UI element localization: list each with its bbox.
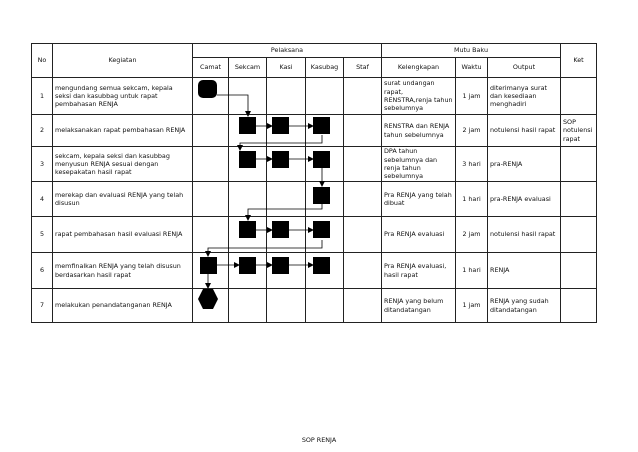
cell-camat	[193, 253, 229, 289]
header-kasi: Kasi	[267, 58, 306, 78]
cell-sekcam	[229, 182, 267, 217]
row-waktu: 2 jam	[456, 217, 488, 253]
header-waktu: Waktu	[456, 58, 488, 78]
cell-sekcam	[229, 147, 267, 182]
row-kelengkapan: DPA tahun sebelumnya dan renja tahun sebelumnya	[382, 147, 456, 182]
cell-kasubag	[306, 115, 344, 147]
row-no: 4	[32, 182, 53, 217]
row-waktu: 2 jam	[456, 115, 488, 147]
header-kasubag: Kasubag	[306, 58, 344, 78]
header-camat: Camat	[193, 58, 229, 78]
header-pelaksana: Pelaksana	[193, 44, 382, 58]
row-output: notulensi hasil rapat	[488, 217, 561, 253]
cell-camat	[193, 182, 229, 217]
table-row	[32, 78, 597, 115]
cell-staf	[344, 182, 382, 217]
row-waktu: 1 hari	[456, 253, 488, 289]
header-output: Output	[488, 58, 561, 78]
cell-kasi	[267, 182, 306, 217]
cell-camat	[193, 115, 229, 147]
cell-camat	[193, 289, 229, 323]
table-row	[32, 253, 597, 289]
cell-camat	[193, 217, 229, 253]
header-kegiatan: Kegiatan	[53, 44, 193, 78]
table-row	[32, 217, 597, 253]
row-ket	[561, 182, 597, 217]
row-kegiatan: melakukan penandatanganan RENJA	[53, 289, 193, 323]
row-kelengkapan: RENJA yang belum ditandatangan	[382, 289, 456, 323]
cell-kasubag	[306, 78, 344, 115]
row-ket	[561, 289, 597, 323]
row-waktu: 1 jam	[456, 78, 488, 115]
cell-kasi	[267, 289, 306, 323]
cell-kasubag	[306, 253, 344, 289]
cell-sekcam	[229, 217, 267, 253]
row-ket	[561, 253, 597, 289]
row-waktu: 1 hari	[456, 182, 488, 217]
cell-staf	[344, 115, 382, 147]
row-no: 7	[32, 289, 53, 323]
cell-kasubag	[306, 217, 344, 253]
cell-staf	[344, 253, 382, 289]
row-no: 6	[32, 253, 53, 289]
table-row	[32, 182, 597, 217]
row-no: 5	[32, 217, 53, 253]
row-kegiatan: mengundang semua sekcam, kepala seksi dan kasubbag untuk rapat pembahasan RENJA	[53, 78, 193, 115]
table-row	[32, 147, 597, 182]
row-kegiatan: memfinalkan RENJA yang telah disusun berdasarkan hasil rapat	[53, 253, 193, 289]
row-output: pra-RENJA	[488, 147, 561, 182]
cell-sekcam	[229, 78, 267, 115]
cell-kasubag	[306, 289, 344, 323]
row-ket	[561, 217, 597, 253]
row-waktu: 3 hari	[456, 147, 488, 182]
row-output: RENJA yang sudah ditandatangan	[488, 289, 561, 323]
row-waktu: 1 jam	[456, 289, 488, 323]
cell-staf	[344, 289, 382, 323]
row-no: 3	[32, 147, 53, 182]
cell-sekcam	[229, 253, 267, 289]
row-kelengkapan: Pra RENJA yang telah dibuat	[382, 182, 456, 217]
cell-staf	[344, 217, 382, 253]
row-kelengkapan: surat undangan rapat, RENSTRA,renja tahun sebelumnya	[382, 78, 456, 115]
row-kegiatan: rapat pembahasan hasil evaluasi RENJA	[53, 217, 193, 253]
header-sekcam: Sekcam	[229, 58, 267, 78]
cell-kasubag	[306, 147, 344, 182]
cell-kasubag	[306, 182, 344, 217]
row-no: 1	[32, 78, 53, 115]
row-output: notulensi hasil rapat	[488, 115, 561, 147]
row-ket: SOP notulensi rapat	[561, 115, 597, 147]
row-kegiatan: sekcam, kepala seksi dan kasubbag menyusun RENJA sesuai dengan kesepakatan hasil rapat	[53, 147, 193, 182]
header-ket: Ket	[561, 44, 597, 78]
row-kelengkapan: Pra RENJA evaluasi	[382, 217, 456, 253]
row-output: RENJA	[488, 253, 561, 289]
row-output: pra-RENJA evaluasi	[488, 182, 561, 217]
cell-camat	[193, 78, 229, 115]
header-kelengkapan: Kelengkapan	[382, 58, 456, 78]
header-mutu-baku: Mutu Baku	[382, 44, 561, 58]
cell-kasi	[267, 78, 306, 115]
row-kelengkapan: Pra RENJA evaluasi, hasil rapat	[382, 253, 456, 289]
cell-kasi	[267, 147, 306, 182]
cell-sekcam	[229, 115, 267, 147]
row-kegiatan: melaksanakan rapat pembahasan RENJA	[53, 115, 193, 147]
cell-sekcam	[229, 289, 267, 323]
row-kegiatan: merekap dan evaluasi RENJA yang telah disusun	[53, 182, 193, 217]
cell-kasi	[267, 115, 306, 147]
sop-table	[31, 43, 597, 323]
row-no: 2	[32, 115, 53, 147]
row-kelengkapan: RENSTRA dan RENJA tahun sebelumnya	[382, 115, 456, 147]
cell-camat	[193, 147, 229, 182]
header-staf: Staf	[344, 58, 382, 78]
cell-staf	[344, 147, 382, 182]
row-output: diterimanya surat dan kesediaan menghadiri	[488, 78, 561, 115]
cell-kasi	[267, 217, 306, 253]
table-row	[32, 289, 597, 323]
row-ket	[561, 78, 597, 115]
row-ket	[561, 147, 597, 182]
table-row	[32, 115, 597, 147]
footer-label: SOP RENJA	[301, 436, 337, 444]
header-no: No	[32, 44, 53, 78]
cell-staf	[344, 78, 382, 115]
cell-kasi	[267, 253, 306, 289]
